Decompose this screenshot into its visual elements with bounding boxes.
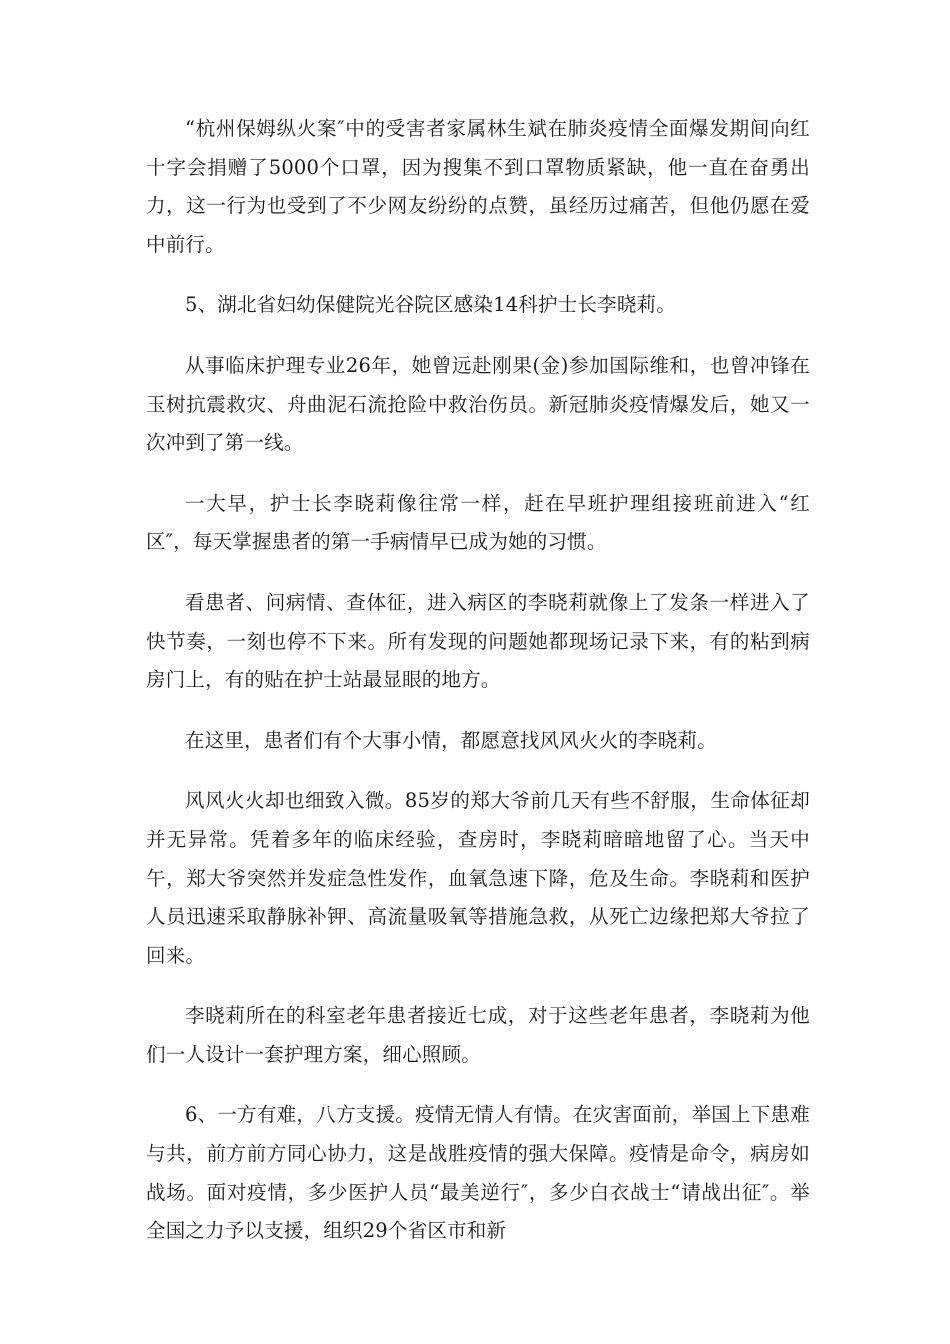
- paragraph-patients-trust: 在这里，患者们有个大事小情，都愿意找风风火火的李晓莉。: [185, 728, 717, 752]
- paragraph-career: 从事临床护理专业26年，她曾远赴刚果(金)参加国际维和，也曾冲锋在玉树抗震救灾、舟曲泥石流抢险中救治伤员。新冠肺炎疫情爆发后，她又一次冲到了第一线。: [146, 353, 810, 455]
- paragraph-donation: “杭州保姆纵火案″中的受害者家属林生斌在肺炎疫情全面爆发期间向红十字会捐赠了5000个口罩，因为搜集不到口罩物质紧缺，他一直在奋勇出力，这一行为也受到了不少网友纷纷的点赞，虽经历过痛苦，但他仍愿在爱中前行。: [146, 117, 810, 256]
- paragraph-elderly-care: 李晓莉所在的科室老年患者接近七成，对于这些老年患者，李晓莉为他们一人设计一套护理方案，细心照顾。: [146, 1004, 810, 1066]
- paragraph-morning-routine: 一大早，护士长李晓莉像往常一样，赶在早班护理组接班前进入“红区″，每天掌握患者的第一手病情早已成为她的习惯。: [146, 491, 810, 554]
- paragraph-ward-rounds: 看患者、问病情、查体征，进入病区的李晓莉就像上了发条一样进入了快节奏，一刻也停不下来。所有发现的问题她都现场记录下来，有的粘到病房门上，有的贴在护士站最显眼的地方。: [146, 590, 810, 692]
- paragraph-rescue-story: 风风火火却也细致入微。85岁的郑大爷前几天有些不舒服，生命体征却并无异常。凭着多年的临床经验，查房时，李晓莉暗暗地留了心。当天中午，郑大爷突然并发症急性发作，血氧急速下降，危及生命。李晓莉和医护人员迅速采取静脉补钾、高流量吸氧等措施急救，从死亡边缘把郑大爷拉了回来。: [146, 789, 810, 967]
- paragraph-section-6: 6、一方有难，八方支援。疫情无情人有情。在灾害面前，举国上下患难与共，前方前方同心协力，这是战胜疫情的强大保障。疫情是命令，病房如战场。面对疫情，多少医护人员“最美逆行″，多少白衣战士“请战出征″。举全国之力予以支援，组织29个省区市和新: [146, 1103, 810, 1243]
- paragraph-section-5-heading: 5、湖北省妇幼保健院光谷院区感染14科护士长李晓莉。: [185, 293, 676, 317]
- document-body: [146, 110, 810, 1273]
